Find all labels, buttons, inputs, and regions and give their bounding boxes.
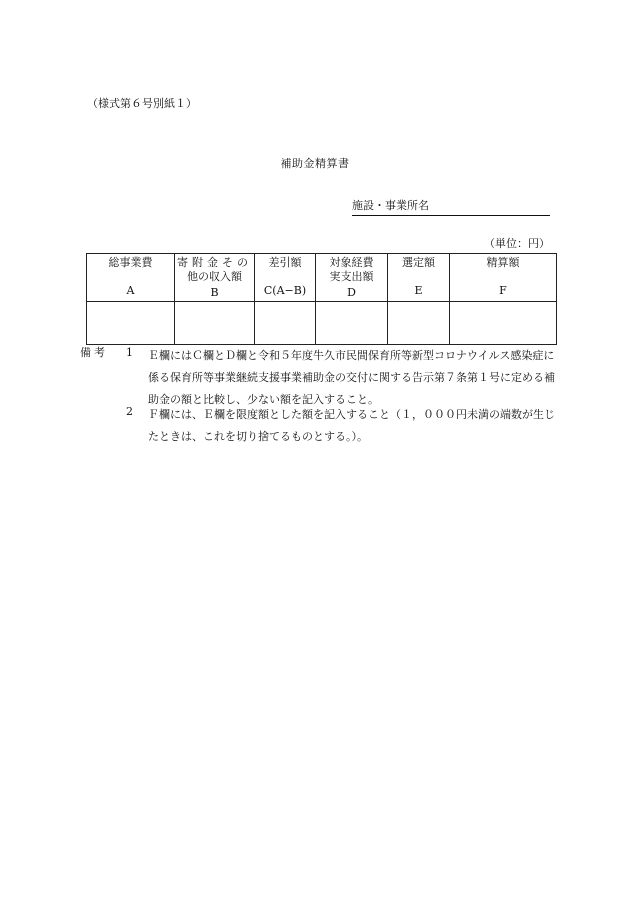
remark-number-2: 2 (126, 405, 133, 418)
cell-eligible-expense-amount[interactable] (316, 301, 388, 344)
column-letter-b: B (210, 285, 219, 299)
column-letter-f: F (499, 284, 507, 298)
column-label-settlement: 精算額 (486, 256, 520, 269)
remark-text-1: Ｅ欄にはＣ欄とＤ欄と令和５年度牛久市民間保育所等新型コロナウイルス感染症に係る保育所等事業継続支援事業補助金の交付に関する告示第７条第１号に定める補助金の額と比較し、少ない額を記入すること。 (148, 349, 555, 406)
column-header-settlement-amount (450, 254, 557, 302)
column-header-donations (175, 254, 255, 302)
cell-difference-amount[interactable] (255, 301, 316, 344)
column-header-total (87, 254, 175, 302)
cell-total-amount[interactable] (87, 301, 175, 344)
column-letter-c: C(A−B) (263, 284, 307, 298)
facility-name-label: 施設・事業所名 (352, 199, 429, 212)
column-letter-d: D (347, 285, 356, 299)
column-letter-a: A (126, 284, 135, 298)
column-header-eligible-expense (316, 254, 388, 302)
cell-settlement-amount[interactable] (450, 301, 557, 344)
column-label-donations-line2: 他の収入額 (187, 270, 242, 284)
document-title: 補助金精算書 (280, 157, 350, 170)
column-label-eligible-line2: 実支出額 (329, 270, 374, 284)
cell-selected-amount[interactable] (388, 301, 450, 344)
cell-donations-amount[interactable] (175, 301, 255, 344)
facility-name-field[interactable] (352, 198, 550, 216)
remark-text-2: Ｆ欄には、Ｅ欄を限度額とした額を記入すること（１，０００円未満の端数が生じたときは、これを切り捨てるものとする。）。 (148, 408, 555, 443)
unit-label: （単位：円） (484, 237, 550, 250)
remarks-label: 備考 (80, 346, 108, 359)
column-header-difference (255, 254, 316, 302)
column-header-selected-amount (388, 254, 450, 302)
column-letter-e: E (414, 284, 423, 298)
settlement-table (86, 253, 557, 345)
column-label-donations-line1: 寄附金その (177, 256, 252, 269)
form-number: （様式第６号別紙１） (87, 97, 197, 110)
table-row (87, 301, 557, 344)
column-label-selected: 選定額 (402, 256, 435, 269)
column-label-eligible-line1: 対象経費 (329, 256, 374, 269)
column-label-total: 総事業費 (108, 256, 153, 269)
column-label-difference: 差引額 (268, 256, 302, 269)
table-header-row (87, 254, 557, 302)
remark-number-1: 1 (126, 346, 133, 359)
